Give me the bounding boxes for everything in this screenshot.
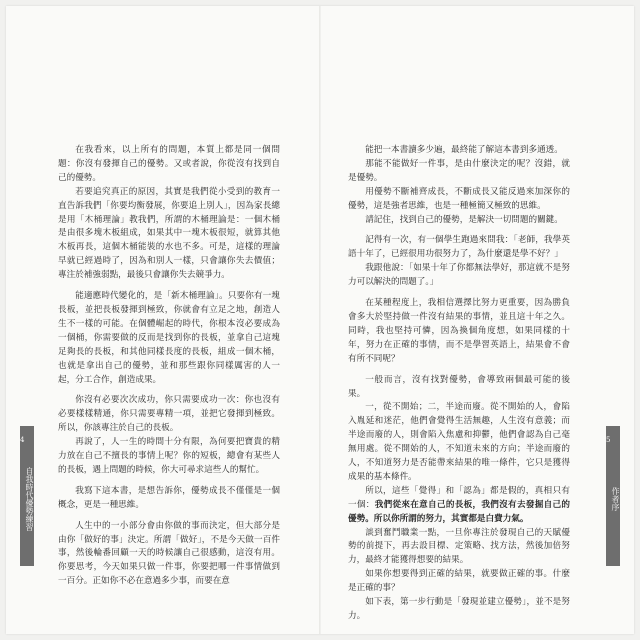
body-paragraph: 能把一本書讀多少遍，最終能了解這本書到多通透。 (365, 145, 563, 155)
body-paragraph: 一般而言，沒有找對優勢，會導致兩個最可能的後果。 (348, 374, 570, 399)
body-paragraph: 請記住，找到自己的優勢，是解決一切問題的關鍵。 (365, 214, 563, 225)
body-paragraph: 在某種程度上，我相信選擇比努力更重要，因為勝負會多大於堅持做一件沒有結果的事情，並且這十年之久。同時，我也堅持可憐，因為換個角度想，如果同樣的十年，努力在正確的事情，而不是學習英語上，結果會不會有所不同呢？ (348, 298, 570, 364)
running-head-title: 作者序 (611, 487, 620, 511)
book-spread (6, 6, 634, 634)
book-gutter (319, 6, 321, 634)
body-paragraph: 在我看來，以上所有的問題，本質上都是同一個問題：你沒有發揮自己的優勢。又或者說，你從沒有找到自己的優勢。 (58, 145, 280, 183)
body-paragraph: 如下表，第一步行動是「發現並建立優勢」，並不是努力。 (348, 597, 570, 621)
body-paragraph: 用優勢不斷補齊成長，不斷成長又能反過來加深你的優勢，這是強者思維，也是一種極簡又極致的思維。 (348, 186, 570, 211)
body-paragraph: 記得有一次，有一個學生跑過來問我：「老師，我學英語十年了，已經很用功很努力了，為什麼還是學不好？」 (348, 235, 570, 260)
body-paragraph: 我跟他說：「如果十年了你都無法學好，那這就不是努力可以解決的問題了。」 (348, 263, 570, 288)
body-paragraph: 我寫下這本書，是想告訴你，優勢成長不僅僅是一個概念，更是一種思維。 (58, 485, 280, 510)
left-page-tab (20, 426, 34, 566)
running-head-title: 自我時代優勢練習 (25, 467, 34, 531)
body-paragraph-emphasis: 所以，這些「覺得」和「認為」都是假的，真相只有一個：我們從來在意自己的長板，我們沒有去發掘自己的優勢。所以你所謂的努力，其實都是白費力氣。 (348, 485, 570, 524)
bold-sentence: 我們從來在意自己的長板，我們沒有去發掘自己的優勢。所以你所謂的努力，其實都是白費力氣。 (348, 499, 570, 524)
page-number: 5 (605, 436, 611, 444)
body-paragraph: 若要追究真正的原因，其實是我們從小受到的教育一直告訴我們「你要均衡發展，你要追上別人」，因為家長總是用「木桶理論」教我們，所謂的木桶理論是：一個木桶是由很多塊木板組成，如果其中一塊木板很短，就算其他木板再長，這個木桶能裝的水也不多。可是，這樣的理論早就已經過時了，因為和別人一樣，只會讓你失去價值；專注於補強弱點，最後只會讓你失去競爭力。 (58, 186, 280, 281)
body-paragraph: 如果你想要得到正確的結果，就要做正確的事。什麼是正確的事？ (348, 569, 570, 594)
right-page-body (348, 144, 570, 621)
body-paragraph: 一，從不開始；二，半途而廢。從不開始的人，會陷入胤延和迷茫，他們會覺得生活無趣，人生沒有意義；而半途而廢的人，則會陷入焦慮和抑鬱，他們會認為自己毫無用處。從不開始的人，不知道未來的方向；半途而廢的人，不知道努力是否能帶來結果的唯一條件，它只是獲得成果的基本條件。 (348, 402, 570, 482)
body-paragraph: 能適應時代變化的，是「新木桶理論」。只要你有一塊長板，並把長板發揮到極致，你就會有立足之地，創造人生不一樣的可能。在個體崛起的時代，你根本沒必要成為一個桶，你需要做的反而是找到你的長板，並拿自己這塊足夠長的長板，和其他同樣長度的長板，組成一個木桶，也就是拿出自己的優勢，並和那些跟你同樣厲害的人一起，分工合作，創造成果。 (58, 291, 280, 385)
right-page-tab (606, 426, 620, 566)
body-paragraph: 談到奮鬥職業一點，一旦你專注於發現自己的天賦優勢的前提下，再去設目標、定策略、找方法，然後加倍努力，最終才能獲得想要的結果。 (348, 527, 570, 566)
left-page-body (58, 144, 280, 587)
body-paragraph: 你沒有必要次次成功，你只需要成功一次：你也沒有必要樣樣精通，你只需要專精一項，並把它發揮到極致。所以，你該專注於自己的長板。 (58, 395, 280, 434)
body-paragraph: 人生中的一小部分會由你做的事而決定，但大部分是由你「做好的事」決定。所謂「做好」，不是今天做一百件事，然後輪番回顧一天的時候讓自己很感動，這沒有用。你要思考，今天如果只做一件事，你要把哪一件事情做到一百分。正如你不必在意過多少事，而要在意 (58, 520, 280, 587)
body-paragraph: 再說了，人一生的時間十分有限，為何要把寶貴的精力放在自己不擅長的事情上呢？你的短板，總會有某些人的長板，遇上問題的時候，你大可尋求這些人的幫忙。 (58, 437, 280, 475)
page-number: 4 (19, 436, 25, 444)
body-paragraph: 那能不能做好一件事，是由什麼決定的呢？沒錯，就是優勢。 (348, 158, 570, 183)
